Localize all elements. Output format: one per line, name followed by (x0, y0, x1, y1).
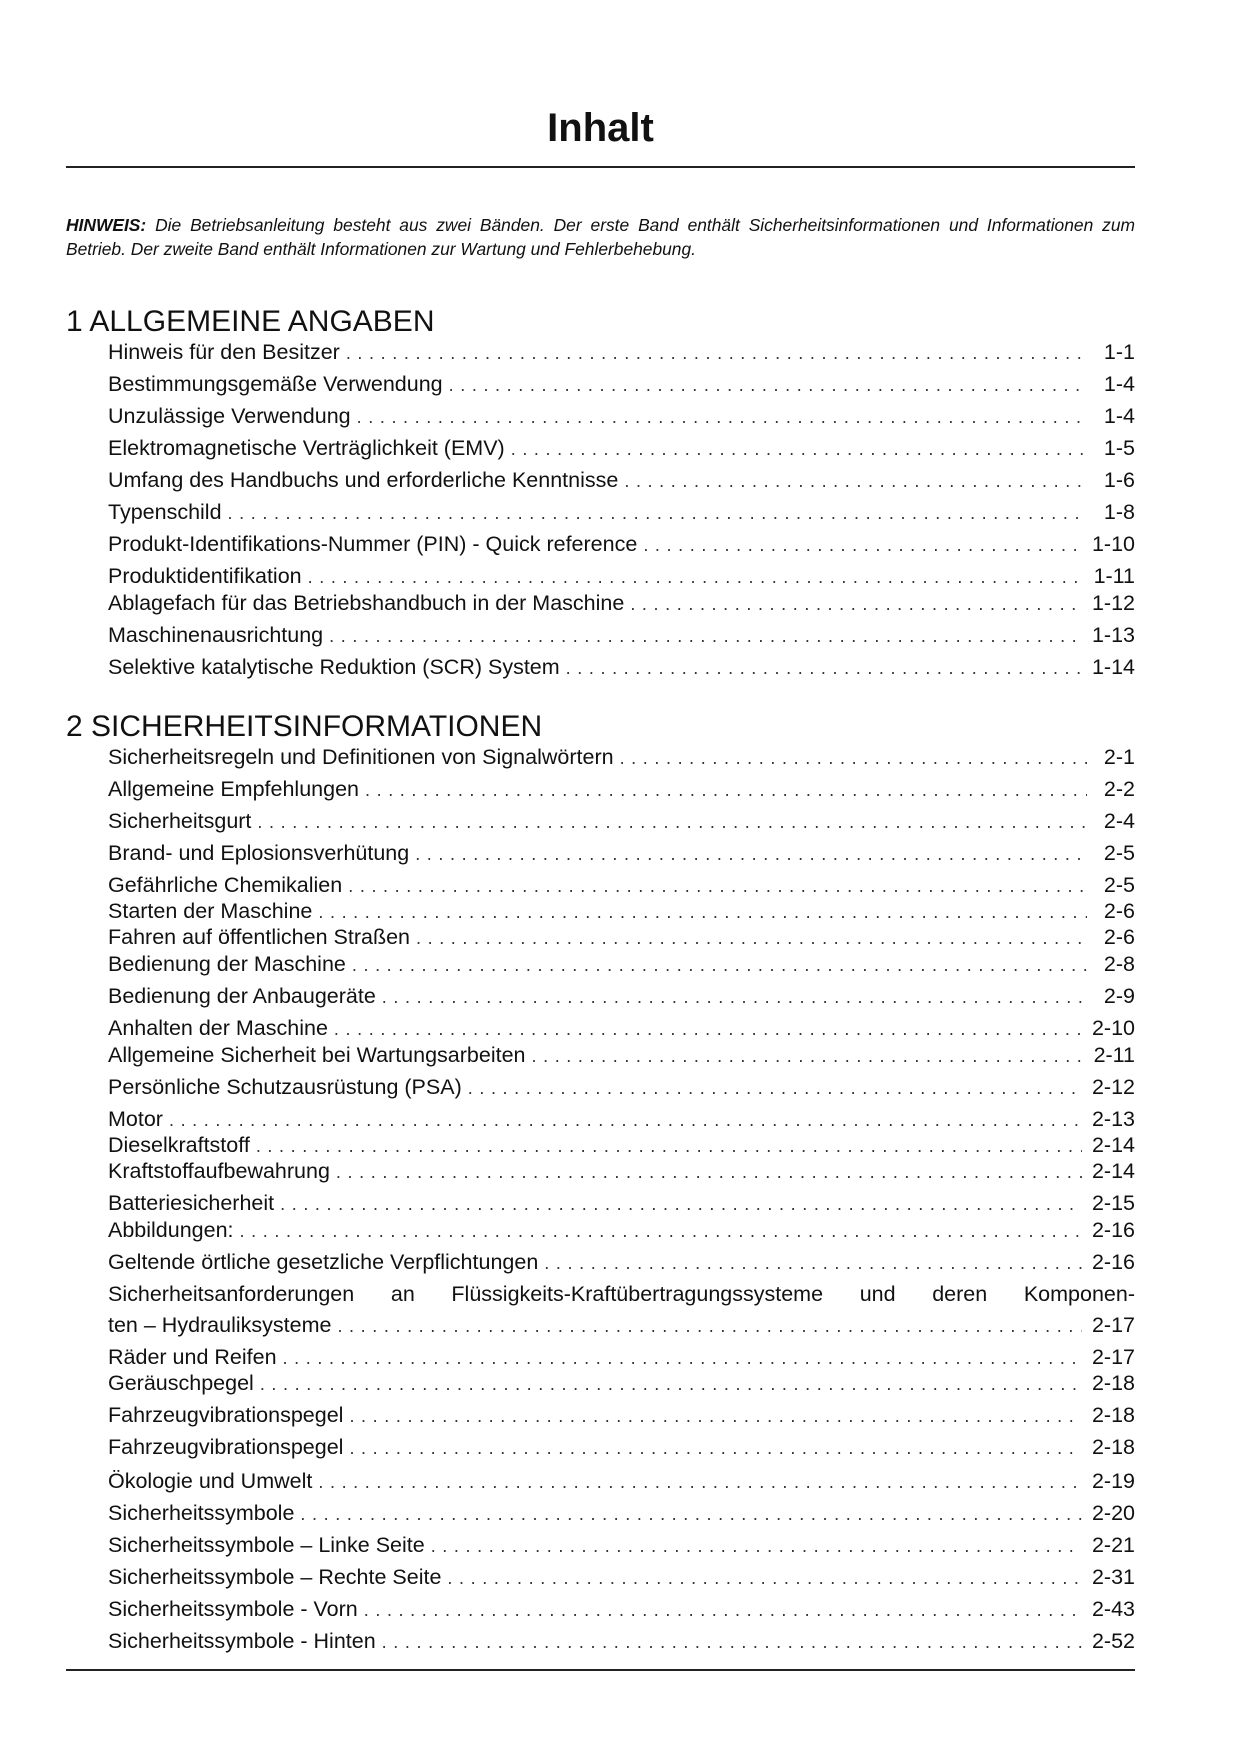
toc-entry-label: Fahrzeugvibrationspegel (108, 1403, 344, 1427)
dot-leader (349, 1436, 1082, 1461)
dot-leader (431, 1534, 1082, 1559)
toc-entry[interactable] (108, 1159, 1135, 1185)
toc-entry-page: 2-11 (1093, 1043, 1135, 1067)
toc-entry[interactable] (108, 1107, 1135, 1133)
toc-entry[interactable] (108, 1016, 1135, 1042)
toc-entry-page: 2-12 (1091, 1075, 1135, 1099)
section-allgemeine-angaben (66, 304, 1135, 681)
dot-leader (349, 1404, 1082, 1429)
toc-entry[interactable] (108, 1469, 1135, 1495)
toc-entry-label: Sicherheitssymbole - Vorn (108, 1597, 358, 1621)
dot-leader (630, 592, 1082, 617)
toc-entry-page: 2-43 (1091, 1597, 1135, 1621)
toc-entry-label: Sicherheitssymbole – Linke Seite (108, 1533, 425, 1557)
dot-leader (415, 842, 1087, 867)
dot-leader (329, 624, 1082, 649)
note-text: Die Betriebsanleitung besteht aus zwei Bänden. Der erste Band enthält Sicherheitsinformationen und Informationen zum Betrieb. Der zweite Band enthält Informationen zur Wartung und Fehlerbehebung. (66, 215, 1135, 259)
toc-entry-page: 1-10 (1091, 532, 1135, 556)
toc-entry-page: 2-19 (1091, 1469, 1135, 1493)
toc-entry-label: Maschinenausrichtung (108, 623, 324, 647)
dot-leader (643, 533, 1082, 558)
dot-leader (169, 1108, 1082, 1133)
dot-leader (382, 1630, 1082, 1655)
toc-entry[interactable] (108, 1282, 1135, 1339)
toc-entry[interactable] (108, 1533, 1135, 1559)
toc-entry-label: Brand- und Eplosionsverhütung (108, 841, 410, 865)
toc-entry-label: Kraftstoffaufbewahrung (108, 1159, 330, 1183)
toc-entry-label: Fahren auf öffentlichen Straßen (108, 925, 410, 949)
toc-entry[interactable] (108, 777, 1135, 803)
toc-entry-label: Bedienung der Anbaugeräte (108, 984, 376, 1008)
toc-entry[interactable] (108, 873, 1135, 899)
toc-entry[interactable] (108, 468, 1135, 494)
toc-entry-page: 2-18 (1091, 1403, 1135, 1427)
toc-entry[interactable] (108, 1218, 1135, 1244)
dot-leader (336, 1160, 1082, 1185)
toc-entry-label: Abbildungen: (108, 1218, 234, 1242)
toc-entry-label: Sicherheitsgurt (108, 809, 252, 833)
toc-entry-page: 2-5 (1103, 841, 1135, 865)
toc-entry[interactable] (108, 984, 1135, 1010)
dot-leader (357, 405, 1087, 430)
toc-entry-page: 1-8 (1103, 500, 1135, 524)
dot-leader (364, 1598, 1082, 1623)
toc-entry[interactable] (108, 1075, 1135, 1101)
toc-entry-label: Unzulässige Verwendung (108, 404, 351, 428)
section-heading: 1 ALLGEMEINE ANGABEN (66, 305, 435, 338)
toc-entry-page: 2-1 (1103, 745, 1135, 769)
toc-entry-label: Ökologie und Umwelt (108, 1469, 313, 1493)
toc-entry-page: 2-31 (1091, 1565, 1135, 1589)
toc-entry-page: 2-21 (1091, 1533, 1135, 1557)
toc-entry[interactable] (108, 1501, 1135, 1527)
dot-leader (382, 985, 1087, 1010)
toc-entry[interactable] (108, 1345, 1135, 1371)
toc-entry-page: 2-18 (1091, 1371, 1135, 1395)
toc-entry-page: 2-20 (1091, 1501, 1135, 1525)
dot-leader (416, 926, 1087, 951)
dot-leader (308, 565, 1084, 590)
toc-entry-label: Selektive katalytische Reduktion (SCR) System (108, 655, 560, 679)
toc-entry-label: Bestimmungsgemäße Verwendung (108, 372, 443, 396)
toc-entry-page: 2-6 (1103, 899, 1135, 923)
toc-entry[interactable] (108, 1565, 1135, 1591)
toc-entry-label: Sicherheitsregeln und Definitionen von Signalwörtern (108, 745, 614, 769)
dot-leader (468, 1076, 1082, 1101)
dot-leader (566, 656, 1082, 681)
dot-leader (337, 1314, 1082, 1339)
toc-entry-label: Geltende örtliche gesetzliche Verpflichtungen (108, 1250, 539, 1274)
toc-entry-page: 2-10 (1091, 1016, 1135, 1040)
toc-entry-page: 2-4 (1103, 809, 1135, 833)
toc-entry-page: 2-6 (1103, 925, 1135, 949)
dot-leader (280, 1192, 1082, 1217)
dot-leader (511, 437, 1087, 462)
toc-entry-page: 2-9 (1103, 984, 1135, 1008)
dot-leader (256, 1134, 1082, 1159)
toc-entry-label: Allgemeine Sicherheit bei Wartungsarbeiten (108, 1043, 526, 1067)
document-page (66, 0, 1135, 1754)
toc-entry-page: 1-13 (1091, 623, 1135, 647)
toc-entry-label: Produkt-Identifikations-Nummer (PIN) - Quick reference (108, 532, 638, 556)
toc-entry-label: Bedienung der Maschine (108, 952, 346, 976)
toc-entry[interactable] (108, 952, 1135, 978)
toc-entry[interactable] (108, 623, 1135, 649)
section-sicherheitsinformationen (66, 709, 1135, 1655)
toc-entry[interactable] (108, 1371, 1135, 1397)
dot-leader (624, 469, 1087, 494)
dot-leader (228, 501, 1087, 526)
toc-entry-label: Gefährliche Chemikalien (108, 873, 343, 897)
dot-leader (348, 874, 1087, 899)
toc-entry-page: 2-14 (1091, 1159, 1135, 1183)
dot-leader (283, 1346, 1082, 1371)
toc-entry-page: 2-13 (1091, 1107, 1135, 1131)
note-paragraph (66, 213, 1135, 261)
toc-entry-page: 2-2 (1103, 777, 1135, 801)
toc-entry-page: 2-16 (1091, 1250, 1135, 1274)
toc-entry[interactable] (108, 1597, 1135, 1623)
toc-entry-label: Geräuschpegel (108, 1371, 254, 1395)
toc-entry[interactable] (108, 591, 1135, 617)
toc-entry[interactable] (108, 340, 1135, 366)
dot-leader (352, 953, 1087, 978)
toc-entry[interactable] (108, 841, 1135, 867)
toc-entry-page: 1-11 (1093, 564, 1135, 588)
dot-leader (449, 373, 1087, 398)
toc-entry-label: Sicherheitssymbole (108, 1501, 295, 1525)
toc-entry-page: 1-5 (1103, 436, 1135, 460)
toc-entry-page: 2-5 (1103, 873, 1135, 897)
toc-list (66, 340, 1135, 681)
toc-entry[interactable] (108, 532, 1135, 558)
toc-entry-label: Fahrzeugvibrationspegel (108, 1435, 344, 1459)
top-divider (66, 166, 1135, 168)
toc-entry-label: Anhalten der Maschine (108, 1016, 328, 1040)
note-label: HINWEIS: (66, 215, 147, 235)
section-heading: 2 SICHERHEITSINFORMATIONEN (66, 710, 543, 743)
toc-entry-page: 1-6 (1103, 468, 1135, 492)
toc-entry-label: Sicherheitsanforderungen an Flüssigkeits-Kraftübertragungssysteme und deren Komponen- (108, 1282, 1135, 1306)
toc-entry[interactable] (108, 1133, 1135, 1159)
toc-entry-label: Sicherheitssymbole – Rechte Seite (108, 1565, 442, 1589)
toc-entry[interactable] (108, 745, 1135, 771)
toc-entry-page: 1-14 (1091, 655, 1135, 679)
toc-entry-label: Räder und Reifen (108, 1345, 277, 1369)
toc-entry[interactable] (108, 1191, 1135, 1217)
toc-list (66, 745, 1135, 1655)
toc-entry-page: 2-17 (1091, 1345, 1135, 1369)
toc-entry-label-continued: ten – Hydrauliksysteme (108, 1313, 332, 1337)
dot-leader (447, 1566, 1082, 1591)
toc-entry[interactable] (108, 1403, 1135, 1429)
toc-entry[interactable] (108, 436, 1135, 462)
toc-entry-label: Sicherheitssymbole - Hinten (108, 1629, 376, 1653)
toc-entry-label: Umfang des Handbuchs und erforderliche Kenntnisse (108, 468, 619, 492)
toc-entry[interactable] (108, 372, 1135, 398)
toc-entry[interactable] (108, 809, 1135, 835)
toc-entry-label: Hinweis für den Besitzer (108, 340, 340, 364)
toc-entry[interactable] (108, 655, 1135, 681)
toc-entry-label: Produktidentifikation (108, 564, 302, 588)
dot-leader (532, 1044, 1084, 1069)
toc-entry-page: 2-8 (1103, 952, 1135, 976)
toc-entry-page: 2-15 (1091, 1191, 1135, 1215)
toc-entry[interactable] (108, 1435, 1135, 1461)
bottom-divider (66, 1669, 1135, 1671)
dot-leader (544, 1251, 1082, 1276)
dot-leader (300, 1502, 1082, 1527)
toc-entry-label: Persönliche Schutzausrüstung (PSA) (108, 1075, 462, 1099)
toc-entry[interactable] (108, 1043, 1135, 1069)
dot-leader (240, 1219, 1082, 1244)
dot-leader (260, 1372, 1082, 1397)
toc-entry-label: Typenschild (108, 500, 222, 524)
toc-entry-page: 2-52 (1091, 1629, 1135, 1653)
toc-entry-label: Ablagefach für das Betriebshandbuch in der Maschine (108, 591, 625, 615)
toc-entry[interactable] (108, 899, 1135, 925)
toc-entry-page: 2-14 (1091, 1133, 1135, 1157)
dot-leader (334, 1017, 1082, 1042)
toc-entry-label: Starten der Maschine (108, 899, 313, 923)
toc-entry[interactable] (108, 500, 1135, 526)
dot-leader (346, 341, 1087, 366)
toc-entry-page: 2-16 (1091, 1218, 1135, 1242)
toc-entry-page: 1-4 (1103, 404, 1135, 428)
page-title: Inhalt (547, 106, 654, 150)
toc-entry[interactable] (108, 404, 1135, 430)
dot-leader (365, 778, 1087, 803)
toc-entry-label: Elektromagnetische Verträglichkeit (EMV) (108, 436, 505, 460)
toc-entry[interactable] (108, 1629, 1135, 1655)
toc-entry[interactable] (108, 1250, 1135, 1276)
toc-entry-label: Dieselkraftstoff (108, 1133, 250, 1157)
toc-entry-page: 1-12 (1091, 591, 1135, 615)
dot-leader (318, 1470, 1082, 1495)
toc-entry[interactable] (108, 564, 1135, 590)
toc-entry-page: 2-18 (1091, 1435, 1135, 1459)
toc-entry-page: 1-1 (1103, 340, 1135, 364)
toc-entry-label: Batteriesicherheit (108, 1191, 275, 1215)
toc-entry-page: 2-17 (1091, 1313, 1135, 1337)
dot-leader (257, 810, 1087, 835)
dot-leader (620, 746, 1087, 771)
toc-entry-page: 1-4 (1103, 372, 1135, 396)
toc-entry-label: Motor (108, 1107, 163, 1131)
dot-leader (318, 900, 1087, 925)
toc-entry-label: Allgemeine Empfehlungen (108, 777, 359, 801)
toc-entry[interactable] (108, 925, 1135, 951)
